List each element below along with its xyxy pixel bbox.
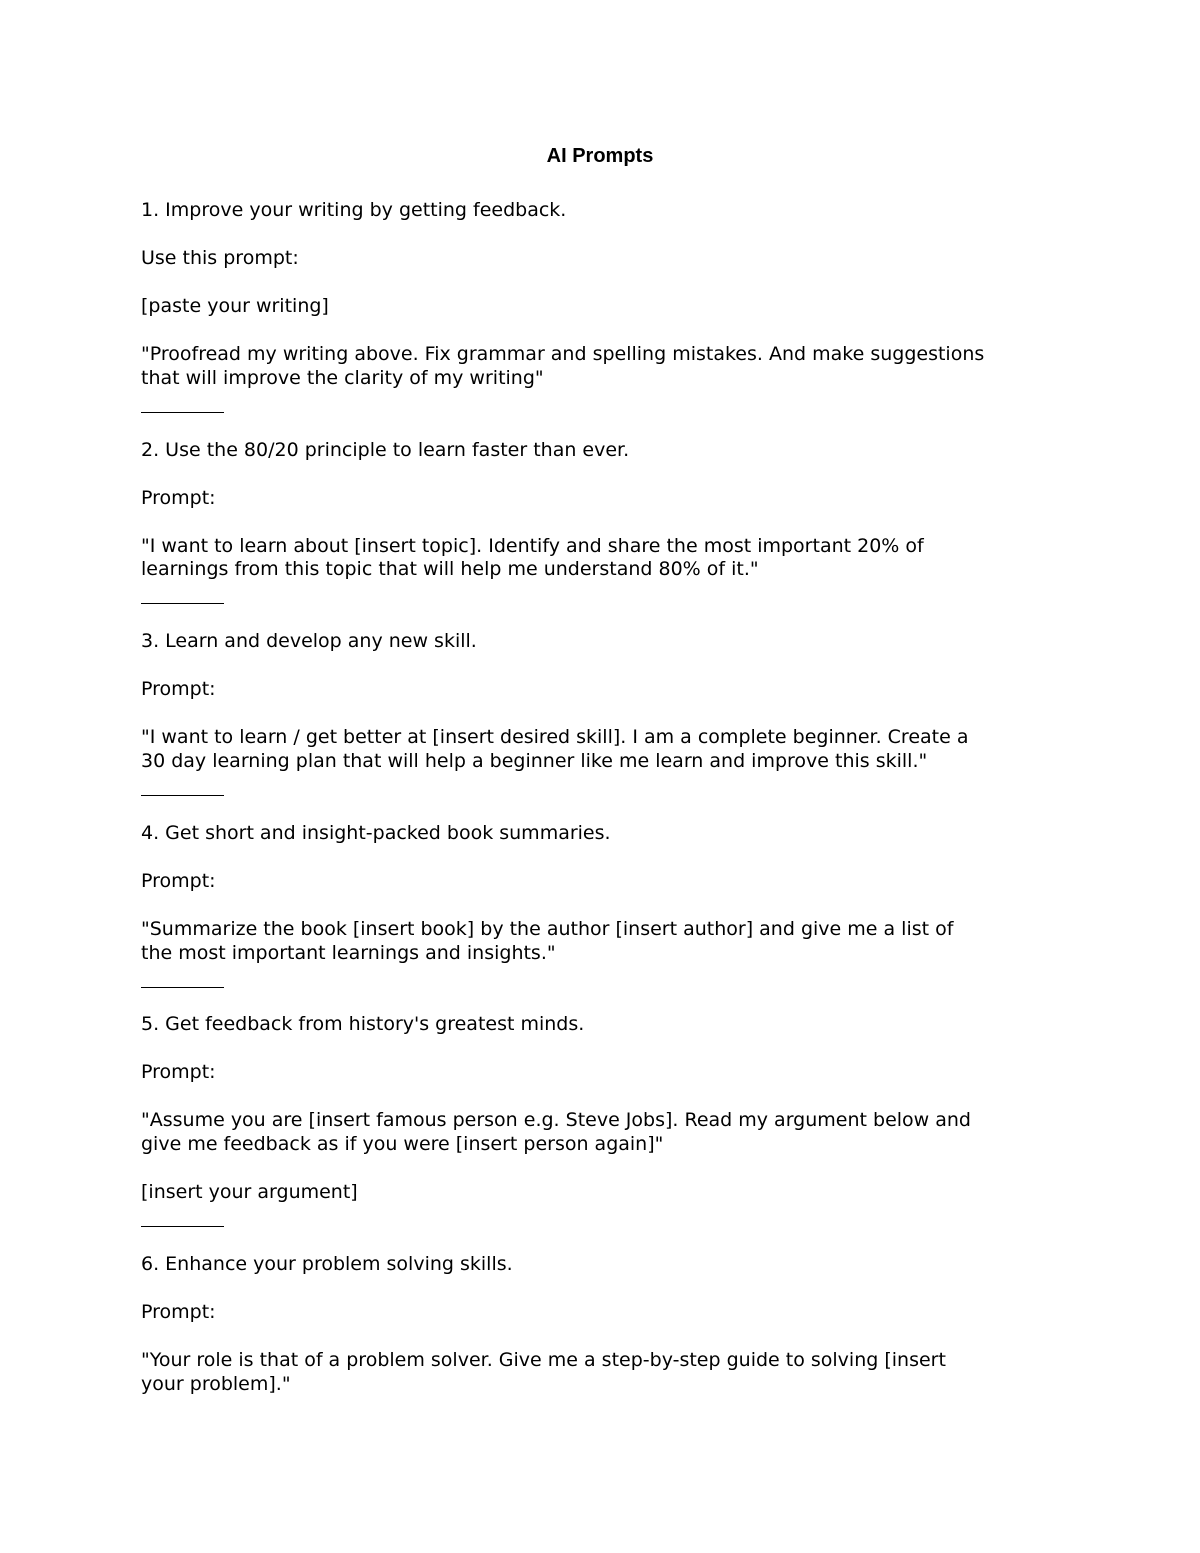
prompt-label: Prompt: — [141, 1061, 216, 1083]
section-divider — [141, 603, 224, 604]
prompt-text-line: "Assume you are [insert famous person e.g. Steve Jobs]. Read my argument below and — [141, 1109, 971, 1131]
prompt-text-line: the most important learnings and insights." — [141, 942, 556, 964]
prompt-text-line: give me feedback as if you were [insert person again]" — [141, 1133, 664, 1155]
prompt-text-line: 30 day learning plan that will help a beginner like me learn and improve this skill." — [141, 750, 928, 772]
prompt-text-line: "Summarize the book [insert book] by the author [insert author] and give me a list of — [141, 918, 954, 940]
section-heading: 2. Use the 80/20 principle to learn faster than ever. — [141, 439, 630, 461]
section-divider — [141, 412, 224, 413]
prompt-text-line: "Your role is that of a problem solver. Give me a step-by-step guide to solving [insert — [141, 1349, 946, 1371]
section-heading: 1. Improve your writing by getting feedback. — [141, 199, 567, 221]
prompt-text-line: "I want to learn about [insert topic]. Identify and share the most important 20% of — [141, 535, 924, 557]
prompt-label: Prompt: — [141, 678, 216, 700]
section-divider — [141, 795, 224, 796]
prompt-label: Prompt: — [141, 870, 216, 892]
section-heading: 4. Get short and insight-packed book summaries. — [141, 822, 611, 844]
prompt-text-line: learnings from this topic that will help me understand 80% of it." — [141, 558, 759, 580]
page-title: AI Prompts — [546, 145, 654, 167]
prompt-text-line: that will improve the clarity of my writing" — [141, 367, 544, 389]
section-heading: 5. Get feedback from history's greatest minds. — [141, 1013, 585, 1035]
prompt-text-line: "Proofread my writing above. Fix grammar and spelling mistakes. And make suggestions — [141, 343, 985, 365]
prompt-label: Prompt: — [141, 1301, 216, 1323]
placeholder-text: [insert your argument] — [141, 1181, 358, 1203]
prompt-text-line: "I want to learn / get better at [insert desired skill]. I am a complete beginner. Create a — [141, 726, 969, 748]
prompt-text-line: your problem]." — [141, 1373, 291, 1395]
prompt-label: Use this prompt: — [141, 247, 299, 269]
section-divider — [141, 1226, 224, 1227]
prompt-label: Prompt: — [141, 487, 216, 509]
section-heading: 6. Enhance your problem solving skills. — [141, 1253, 513, 1275]
section-heading: 3. Learn and develop any new skill. — [141, 630, 477, 652]
section-divider — [141, 987, 224, 988]
placeholder-text: [paste your writing] — [141, 295, 329, 317]
